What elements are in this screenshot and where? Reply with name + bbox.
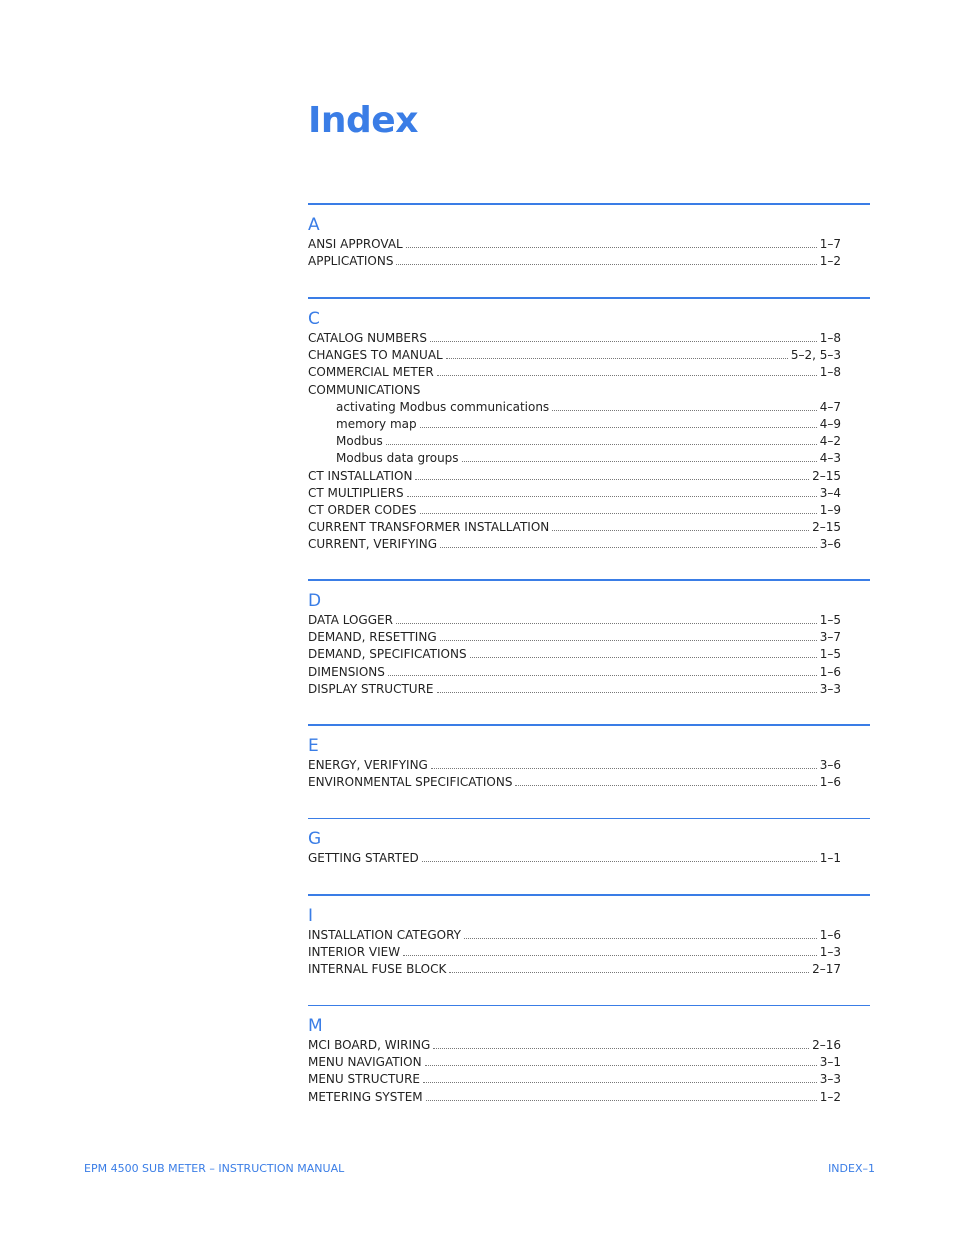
section-divider — [308, 1005, 870, 1006]
entry-page: 3–6 — [819, 537, 841, 552]
dot-leader — [437, 692, 817, 693]
entry-page: 1–2 — [819, 1089, 841, 1104]
entry-page: 3–7 — [819, 630, 841, 645]
entry-page: 2–16 — [812, 1038, 841, 1052]
entry-label: INTERNAL FUSE BLOCK — [308, 962, 447, 977]
section-divider — [308, 724, 870, 726]
dot-leader — [440, 547, 817, 548]
entry-page: 3–3 — [819, 681, 841, 696]
dot-leader — [407, 496, 817, 497]
index-entry[interactable] — [308, 1071, 841, 1088]
entry-list — [308, 757, 841, 791]
entry-page: 1–3 — [819, 945, 841, 960]
section-letter: I — [308, 906, 314, 926]
index-entry[interactable] — [308, 1054, 841, 1071]
entry-label: CT ORDER CODES — [308, 502, 417, 517]
entry-page: 1–7 — [819, 237, 841, 251]
dot-leader — [433, 1048, 809, 1049]
dot-leader — [386, 444, 817, 445]
footer-page-number: INDEX–1 — [828, 1162, 875, 1175]
entry-label: DEMAND, RESETTING — [308, 630, 437, 645]
index-section-a — [308, 203, 870, 270]
index-entry[interactable] — [308, 416, 841, 433]
entry-label: CATALOG NUMBERS — [308, 331, 427, 345]
index-entry[interactable] — [308, 330, 841, 347]
entry-label: CT INSTALLATION — [308, 468, 413, 483]
index-entry[interactable] — [308, 364, 841, 381]
section-letter: D — [308, 591, 322, 611]
entry-label: DISPLAY STRUCTURE — [308, 681, 434, 696]
dot-leader — [437, 375, 817, 376]
dot-leader — [423, 1082, 817, 1083]
index-entry[interactable] — [308, 468, 841, 485]
entry-page: 1–6 — [819, 928, 841, 942]
dot-leader — [440, 640, 817, 641]
dot-leader — [425, 1065, 817, 1066]
entry-label: DATA LOGGER — [308, 613, 393, 627]
index-entry[interactable] — [308, 253, 841, 270]
entry-page: 3–3 — [819, 1072, 841, 1087]
dot-leader — [396, 264, 816, 265]
index-entry[interactable] — [308, 502, 841, 519]
index-entry[interactable] — [308, 774, 841, 791]
entry-page: 3–4 — [819, 485, 841, 500]
dot-leader — [552, 410, 817, 411]
entry-page: 1–5 — [819, 647, 841, 662]
index-entry[interactable] — [308, 850, 841, 867]
dot-leader — [388, 675, 817, 676]
dot-leader — [431, 768, 817, 769]
entry-label: ENVIRONMENTAL SPECIFICATIONS — [308, 775, 513, 790]
entry-page: 4–7 — [819, 399, 841, 414]
index-entry[interactable] — [308, 646, 841, 663]
index-section-c — [308, 297, 870, 553]
entry-label: Modbus data groups — [336, 451, 459, 466]
entry-label: COMMERCIAL METER — [308, 365, 434, 380]
entry-page: 4–2 — [819, 434, 841, 449]
entry-label: CURRENT, VERIFYING — [308, 537, 438, 552]
index-entry[interactable] — [308, 382, 841, 399]
entry-label: MENU NAVIGATION — [308, 1055, 422, 1070]
entry-page: 5–2, 5–3 — [790, 348, 841, 363]
dot-leader — [464, 938, 817, 939]
index-entry[interactable] — [308, 629, 841, 646]
dot-leader — [422, 861, 817, 862]
entry-label: ANSI APPROVAL — [308, 237, 403, 251]
entry-label: DEMAND, SPECIFICATIONS — [308, 647, 467, 662]
entry-page: 3–6 — [819, 758, 841, 772]
index-entry[interactable] — [308, 664, 841, 681]
index-section-i — [308, 894, 870, 979]
index-section-d — [308, 579, 870, 698]
index-entry[interactable] — [308, 1037, 841, 1054]
dot-leader — [515, 785, 816, 786]
index-entry[interactable] — [308, 236, 841, 253]
section-divider — [308, 203, 870, 205]
section-letter: G — [308, 829, 322, 849]
index-entry[interactable] — [308, 399, 841, 416]
entry-list — [308, 612, 841, 698]
section-divider — [308, 894, 870, 896]
entry-page: 2–15 — [812, 468, 841, 483]
index-entry[interactable] — [308, 681, 841, 698]
index-entry[interactable] — [308, 757, 841, 774]
section-letter: E — [308, 736, 319, 756]
section-letter: C — [308, 309, 320, 329]
dot-leader — [406, 247, 817, 248]
entry-label: ENERGY, VERIFYING — [308, 758, 428, 772]
dot-leader — [415, 479, 809, 480]
index-entry[interactable] — [308, 519, 841, 536]
entry-label: memory map — [336, 416, 417, 431]
dot-leader — [420, 513, 817, 514]
dot-leader — [470, 657, 817, 658]
entry-page: 1–6 — [819, 664, 841, 679]
entry-list — [308, 927, 841, 979]
index-entry[interactable] — [308, 1089, 841, 1106]
index-entry[interactable] — [308, 450, 841, 467]
entry-label: MENU STRUCTURE — [308, 1072, 420, 1087]
entry-list — [308, 1037, 841, 1106]
dot-leader — [396, 623, 817, 624]
entry-label: activating Modbus communications — [336, 399, 550, 414]
entry-label: DIMENSIONS — [308, 664, 385, 679]
index-section-e — [308, 724, 870, 791]
section-divider — [308, 297, 870, 299]
entry-page: 1–9 — [819, 502, 841, 517]
index-entry[interactable] — [308, 612, 841, 629]
index-entry[interactable] — [308, 927, 841, 944]
entry-label: METERING SYSTEM — [308, 1089, 423, 1104]
section-letter: M — [308, 1016, 323, 1036]
entry-page: 2–15 — [812, 520, 841, 535]
entry-page: 1–2 — [819, 254, 841, 269]
entry-label: MCI BOARD, WIRING — [308, 1038, 431, 1052]
section-letter: A — [308, 215, 320, 235]
footer-manual-title: EPM 4500 SUB METER – INSTRUCTION MANUAL — [84, 1162, 345, 1175]
entry-label: CT MULTIPLIERS — [308, 485, 404, 500]
entry-page: 1–8 — [819, 365, 841, 380]
entry-page: 1–8 — [819, 331, 841, 345]
entry-list — [308, 236, 841, 270]
entry-page: 4–3 — [819, 451, 841, 466]
dot-leader — [449, 972, 809, 973]
entry-label: Modbus — [336, 434, 383, 449]
entry-label: INSTALLATION CATEGORY — [308, 928, 461, 942]
entry-label: CURRENT TRANSFORMER INSTALLATION — [308, 520, 550, 535]
index-entry[interactable] — [308, 961, 841, 978]
index-section-g — [308, 818, 870, 867]
entry-label: GETTING STARTED — [308, 851, 419, 865]
dot-leader — [462, 461, 817, 462]
entry-list — [308, 850, 841, 867]
entry-page: 3–1 — [819, 1055, 841, 1070]
dot-leader — [420, 427, 817, 428]
dot-leader — [552, 530, 809, 531]
index-entry[interactable] — [308, 536, 841, 553]
dot-leader — [426, 1100, 817, 1101]
entry-page: 4–9 — [819, 416, 841, 431]
index-entry[interactable] — [308, 347, 841, 364]
entry-page: 1–5 — [819, 613, 841, 627]
dot-leader — [430, 341, 817, 342]
entry-list — [308, 330, 841, 553]
section-divider — [308, 579, 870, 581]
index-entry[interactable] — [308, 944, 841, 961]
index-entry[interactable] — [308, 433, 841, 450]
dot-leader — [403, 955, 817, 956]
entry-label: CHANGES TO MANUAL — [308, 348, 443, 363]
dot-leader — [446, 358, 788, 359]
entry-page: 1–6 — [819, 775, 841, 790]
section-divider — [308, 818, 870, 819]
entry-label: APPLICATIONS — [308, 254, 394, 269]
entry-label: INTERIOR VIEW — [308, 945, 401, 960]
index-section-m — [308, 1005, 870, 1106]
entry-page: 2–17 — [812, 962, 841, 977]
entry-page: 1–1 — [819, 851, 841, 865]
page-title: Index — [308, 100, 418, 141]
entry-label: COMMUNICATIONS — [308, 382, 421, 397]
index-entry[interactable] — [308, 485, 841, 502]
